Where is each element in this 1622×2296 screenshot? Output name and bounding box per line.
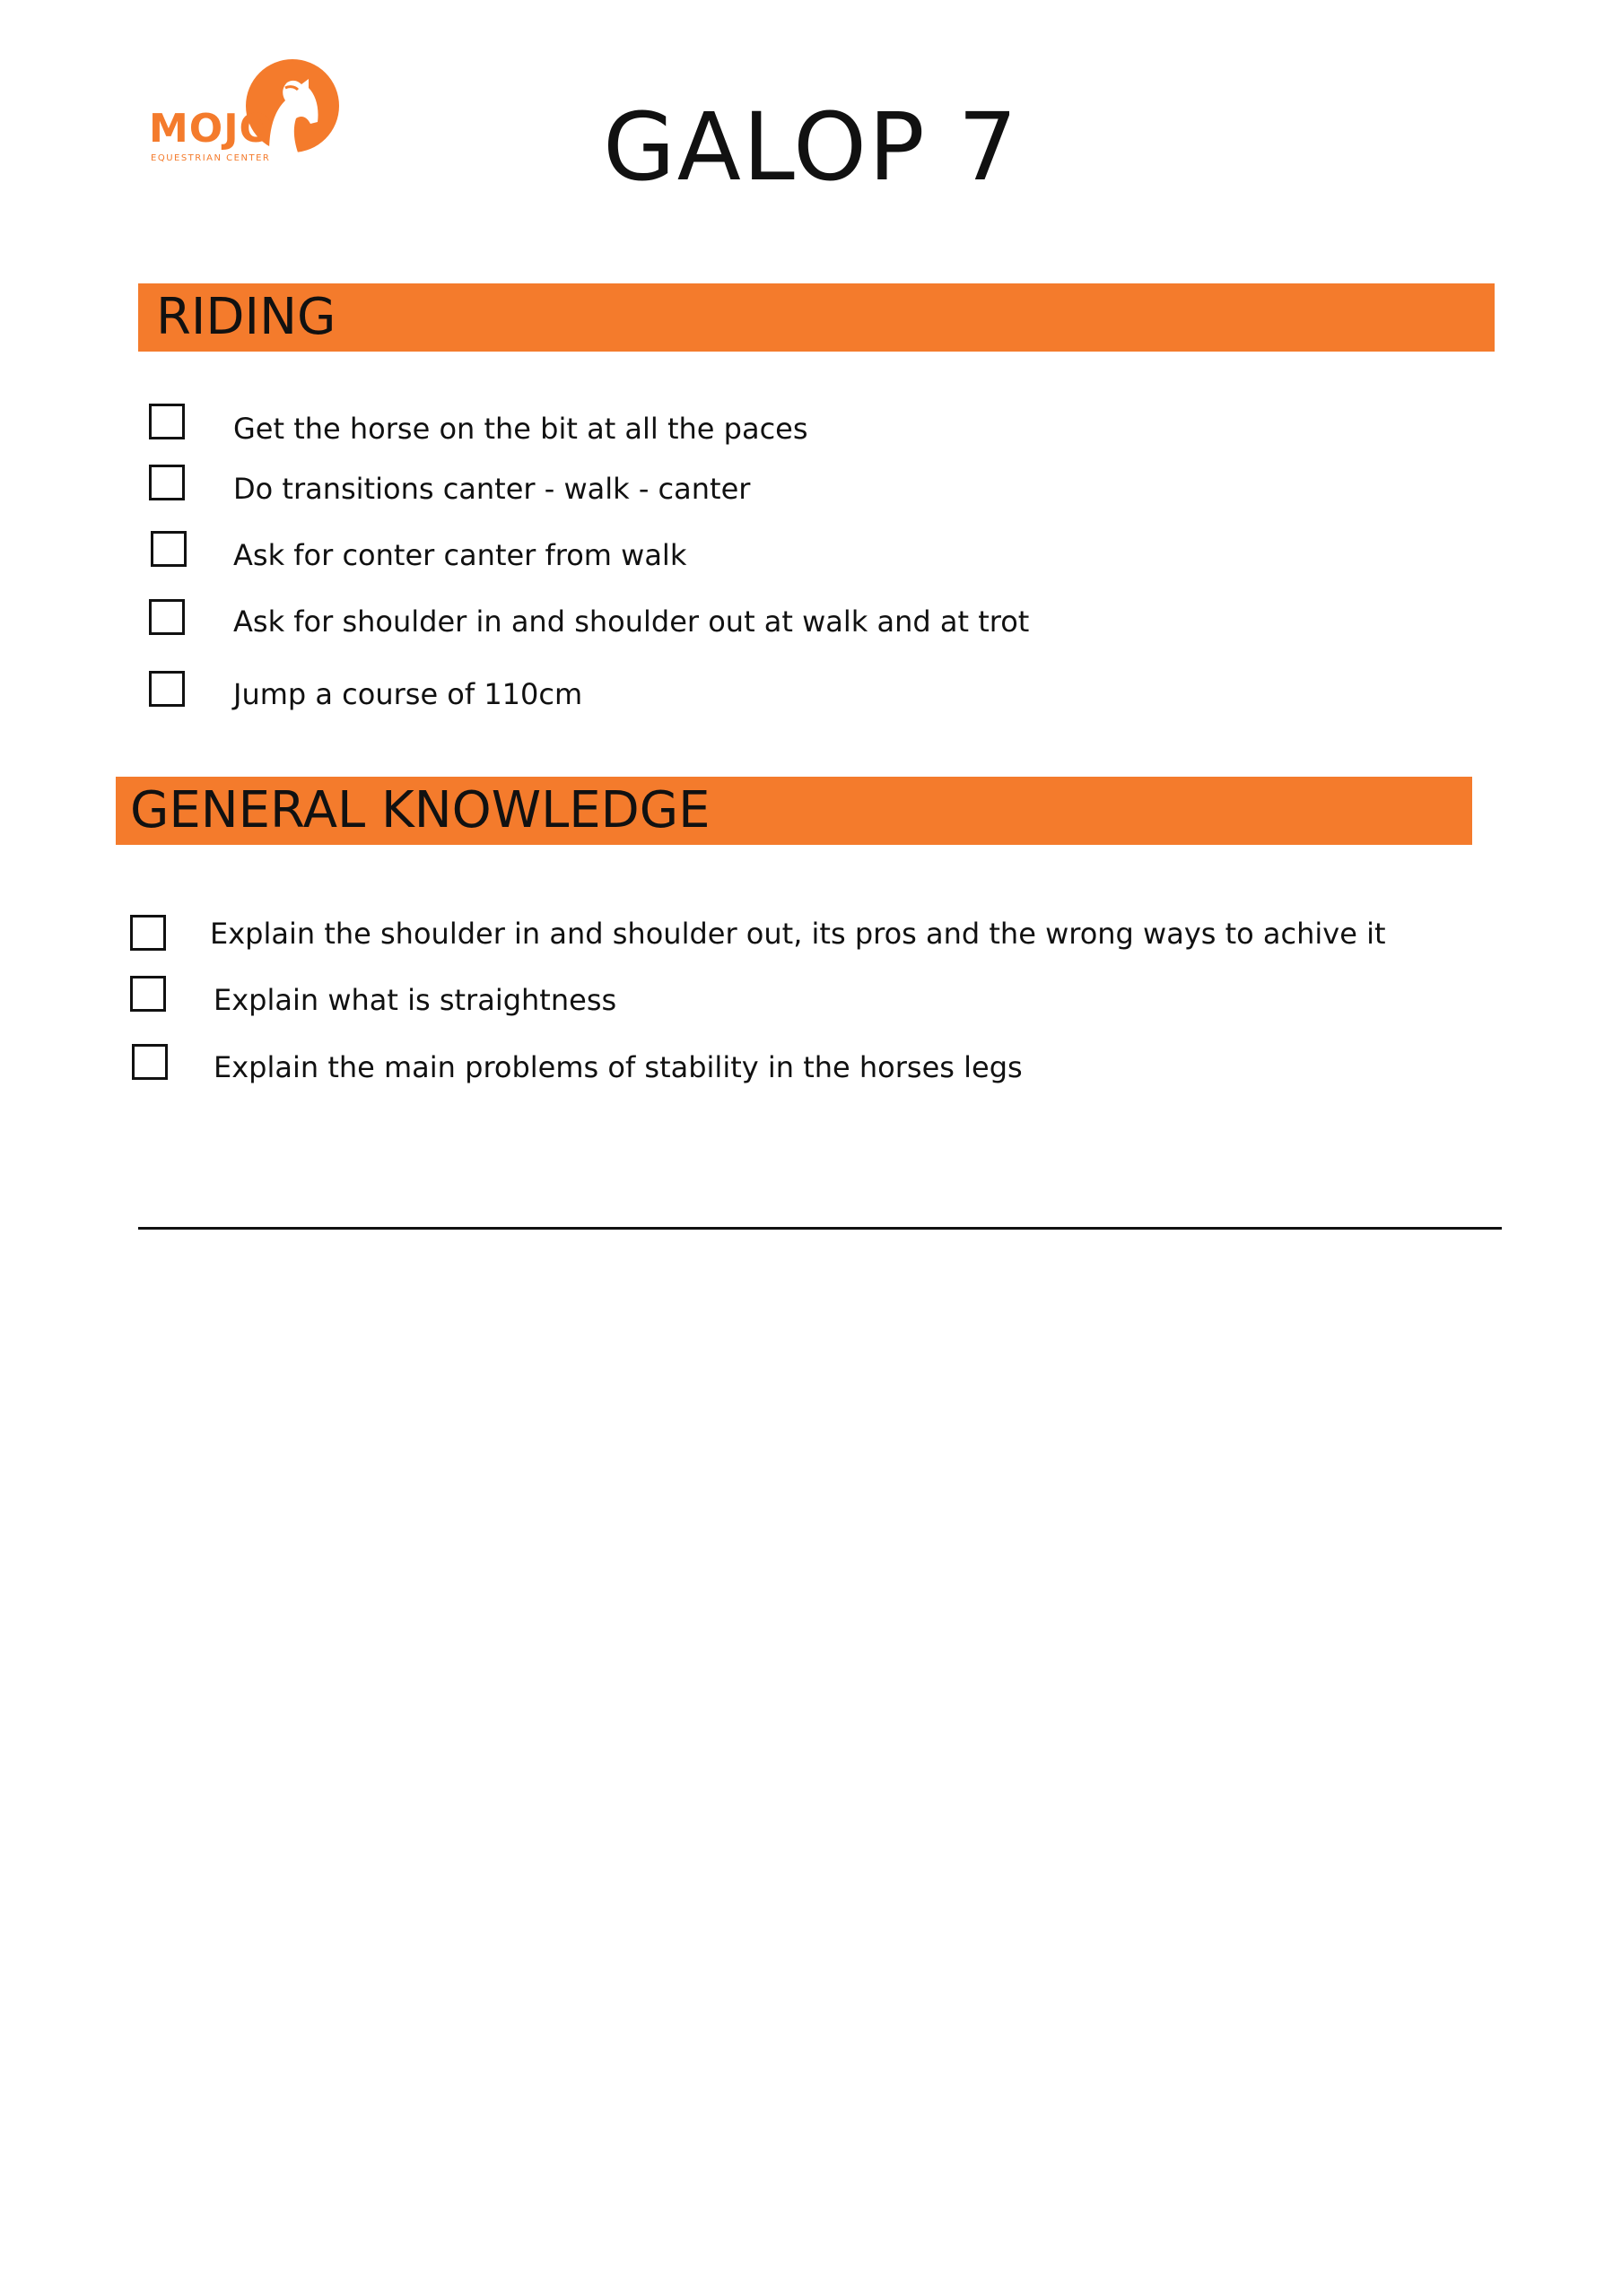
logo-subtext: EQUESTRIAN CENTER	[151, 153, 271, 163]
general-knowledge-item-label: Explain what is straightness	[214, 983, 617, 1017]
checkbox[interactable]	[149, 599, 185, 635]
page-title-text: GALOP 7	[603, 92, 1019, 202]
signature-line	[138, 1227, 1502, 1230]
riding-section-header	[138, 283, 1495, 352]
checkbox[interactable]	[130, 915, 166, 951]
checkbox[interactable]	[149, 465, 185, 500]
riding-item-label: Get the horse on the bit at all the paces	[233, 412, 808, 446]
general-knowledge-section-header	[116, 777, 1472, 845]
general-knowledge-item-label: Explain the shoulder in and shoulder out, its pros and the wrong ways to achive it	[210, 917, 1386, 951]
riding-item-label: Do transitions canter - walk - canter	[233, 472, 751, 506]
checkbox[interactable]	[132, 1044, 168, 1080]
riding-item-label: Jump a course of 110cm	[233, 677, 583, 711]
general-knowledge-item-label: Explain the main problems of stability in the horses legs	[214, 1050, 1023, 1084]
page-title	[0, 92, 1622, 202]
riding-item-label: Ask for conter canter from walk	[233, 538, 687, 572]
checkbox[interactable]	[149, 404, 185, 439]
logo-wordmark: MOJO	[149, 106, 274, 152]
checkbox[interactable]	[151, 531, 187, 567]
checkbox[interactable]	[130, 976, 166, 1012]
riding-heading: RIDING	[156, 288, 336, 346]
checkbox[interactable]	[149, 671, 185, 707]
riding-item-label: Ask for shoulder in and shoulder out at walk and at trot	[233, 604, 1030, 639]
general-knowledge-heading: GENERAL KNOWLEDGE	[130, 781, 711, 839]
